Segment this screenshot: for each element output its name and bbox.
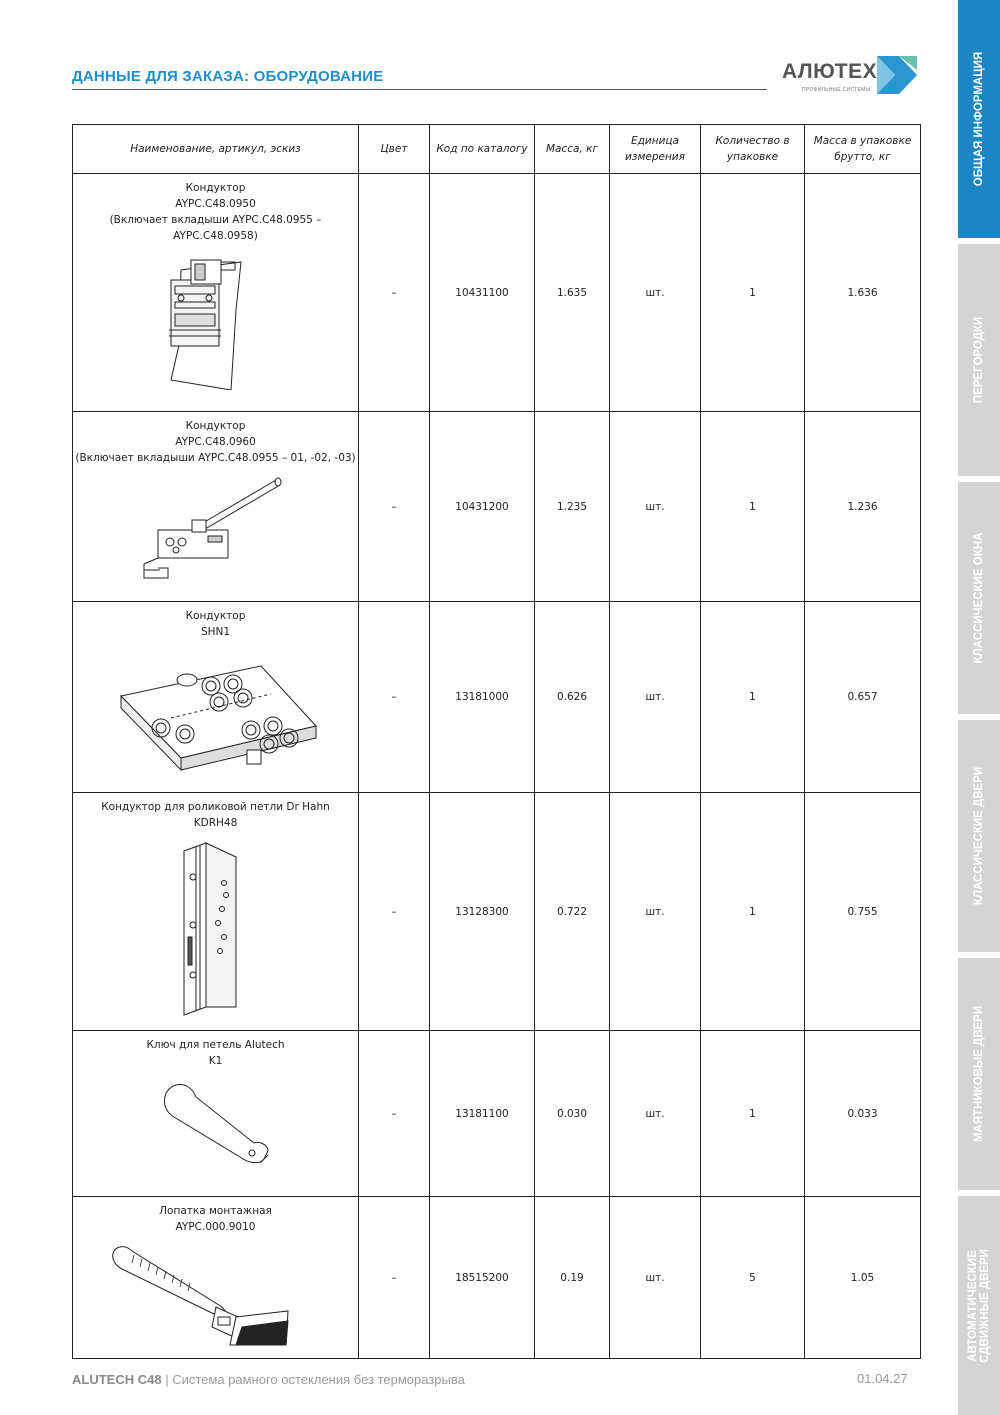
header-qty [701, 125, 805, 174]
tab-classic-doors[interactable] [958, 720, 1000, 952]
table-row [73, 602, 921, 793]
jig-bar-sketch [176, 837, 256, 1017]
tab-pendulum-doors[interactable] [958, 958, 1000, 1190]
item-color: – [359, 1031, 430, 1197]
item-qty: 1 [701, 412, 805, 602]
tab-general-info[interactable] [958, 0, 1000, 238]
item-name: Кондуктор для роликовой петли Dr Hahn [101, 801, 330, 813]
item-qty: 1 [701, 602, 805, 793]
item-unit: шт. [610, 602, 701, 793]
header-catalog-code: Код по каталогу [430, 125, 535, 174]
item-catalog: 13128300 [430, 793, 535, 1031]
table-row [73, 1197, 921, 1359]
item-catalog: 13181100 [430, 1031, 535, 1197]
item-catalog: 10431100 [430, 174, 535, 412]
header-gross-l1: Масса в упаковке [813, 135, 912, 147]
item-code: KDRH48 [193, 817, 238, 829]
item-code: AYPC.C48.0950 [175, 198, 256, 210]
alutech-logo [782, 56, 922, 96]
item-qty: 1 [701, 793, 805, 1031]
table-row [73, 412, 921, 602]
header-mass: Масса, кг [535, 125, 610, 174]
order-table [72, 124, 921, 1359]
item-mass: 0.19 [535, 1197, 610, 1359]
tab-label-line1: АВТОМАТИЧЕСКИЕ [967, 1249, 979, 1362]
logo-mark-icon [877, 56, 919, 94]
footer-brand: ALUTECH C48 [72, 1372, 162, 1387]
table-row [73, 174, 921, 412]
header-unit [610, 125, 701, 174]
item-unit: шт. [610, 1031, 701, 1197]
header-color: Цвет [359, 125, 430, 174]
item-code: SHN1 [200, 626, 231, 638]
item-name-cell [73, 1197, 359, 1359]
item-note: (Включает вкладыши AYPC.C48.0955 – 01, -02, -03) [75, 452, 356, 464]
item-catalog: 18515200 [430, 1197, 535, 1359]
tab-automatic-sliding-doors[interactable] [958, 1196, 1000, 1415]
footer-description: Система рамного остекления без терморазрыва [172, 1372, 465, 1387]
item-code: K1 [208, 1055, 223, 1067]
side-tabs [958, 0, 1000, 1415]
item-note: (Включает вкладыши AYPC.C48.0955 – AYPC.C48.0958) [109, 214, 322, 242]
item-name: Ключ для петель Alutech [146, 1039, 285, 1051]
item-name: Кондуктор [185, 182, 246, 194]
table-row [73, 793, 921, 1031]
item-mass: 0.626 [535, 602, 610, 793]
item-gross: 0.755 [805, 793, 921, 1031]
tab-label [967, 1249, 991, 1363]
item-code: AYPC.000.9010 [175, 1221, 256, 1233]
header-gross-l2: брутто, кг [834, 151, 891, 163]
footer-text [72, 1372, 465, 1387]
item-code: AYPC.C48.0960 [175, 436, 256, 448]
item-mass: 1.635 [535, 174, 610, 412]
header-unit-l2: измерения [625, 151, 685, 163]
jig-plate-sketch [111, 646, 321, 776]
page-number: 01.04.27 [857, 1371, 908, 1386]
item-catalog: 10431200 [430, 412, 535, 602]
table-row [73, 1031, 921, 1197]
logo-subtitle: ПРОФИЛЬНЫЕ СИСТЕМЫ [802, 87, 871, 93]
footer-separator: | [161, 1372, 173, 1387]
spatula-sketch [106, 1241, 326, 1351]
item-name-cell [73, 1031, 359, 1197]
item-color: – [359, 174, 430, 412]
tab-label: КЛАССИЧЕСКИЕ ДВЕРИ [973, 766, 985, 906]
item-unit: шт. [610, 174, 701, 412]
item-gross: 0.657 [805, 602, 921, 793]
item-unit: шт. [610, 793, 701, 1031]
jig-rod-sketch [136, 472, 296, 584]
item-color: – [359, 1197, 430, 1359]
jig-profile-sketch [161, 250, 271, 390]
item-color: – [359, 793, 430, 1031]
title-divider [72, 89, 767, 90]
header-name: Наименование, артикул, эскиз [73, 125, 359, 174]
tab-classic-windows[interactable] [958, 482, 1000, 714]
item-gross: 0.033 [805, 1031, 921, 1197]
header-qty-l1: Количество в [715, 135, 790, 147]
item-name: Лопатка монтажная [159, 1205, 272, 1217]
item-name: Кондуктор [185, 610, 246, 622]
item-name-cell [73, 412, 359, 602]
hinge-key-sketch [156, 1075, 276, 1175]
item-name-cell [73, 602, 359, 793]
item-mass: 0.722 [535, 793, 610, 1031]
tab-label-line2: СДВИЖНЫЕ ДВЕРИ [979, 1248, 991, 1363]
item-gross: 1.05 [805, 1197, 921, 1359]
item-mass: 1.235 [535, 412, 610, 602]
tab-partitions[interactable] [958, 244, 1000, 476]
tab-label: КЛАССИЧЕСКИЕ ОКНА [973, 532, 985, 664]
item-name-cell [73, 793, 359, 1031]
item-gross: 1.636 [805, 174, 921, 412]
header-unit-l1: Единица [631, 135, 679, 147]
item-qty: 1 [701, 1031, 805, 1197]
table-header-row [73, 125, 921, 174]
item-qty: 5 [701, 1197, 805, 1359]
header-qty-l2: упаковке [726, 151, 779, 163]
item-mass: 0.030 [535, 1031, 610, 1197]
item-unit: шт. [610, 412, 701, 602]
page-title: ДАННЫЕ ДЛЯ ЗАКАЗА: ОБОРУДОВАНИЕ [72, 68, 384, 85]
item-color: – [359, 602, 430, 793]
item-gross: 1.236 [805, 412, 921, 602]
item-unit: шт. [610, 1197, 701, 1359]
tab-label: ОБЩАЯ ИНФОРМАЦИЯ [973, 51, 985, 187]
header-gross [805, 125, 921, 174]
item-catalog: 13181000 [430, 602, 535, 793]
item-color: – [359, 412, 430, 602]
tab-label: ПЕРЕГОРОДКИ [973, 316, 985, 404]
item-name: Кондуктор [185, 420, 246, 432]
item-qty: 1 [701, 174, 805, 412]
item-name-cell [73, 174, 359, 412]
logo-text: АЛЮТЕХ [782, 60, 878, 83]
tab-label: МАЯТНИКОВЫЕ ДВЕРИ [973, 1005, 985, 1143]
